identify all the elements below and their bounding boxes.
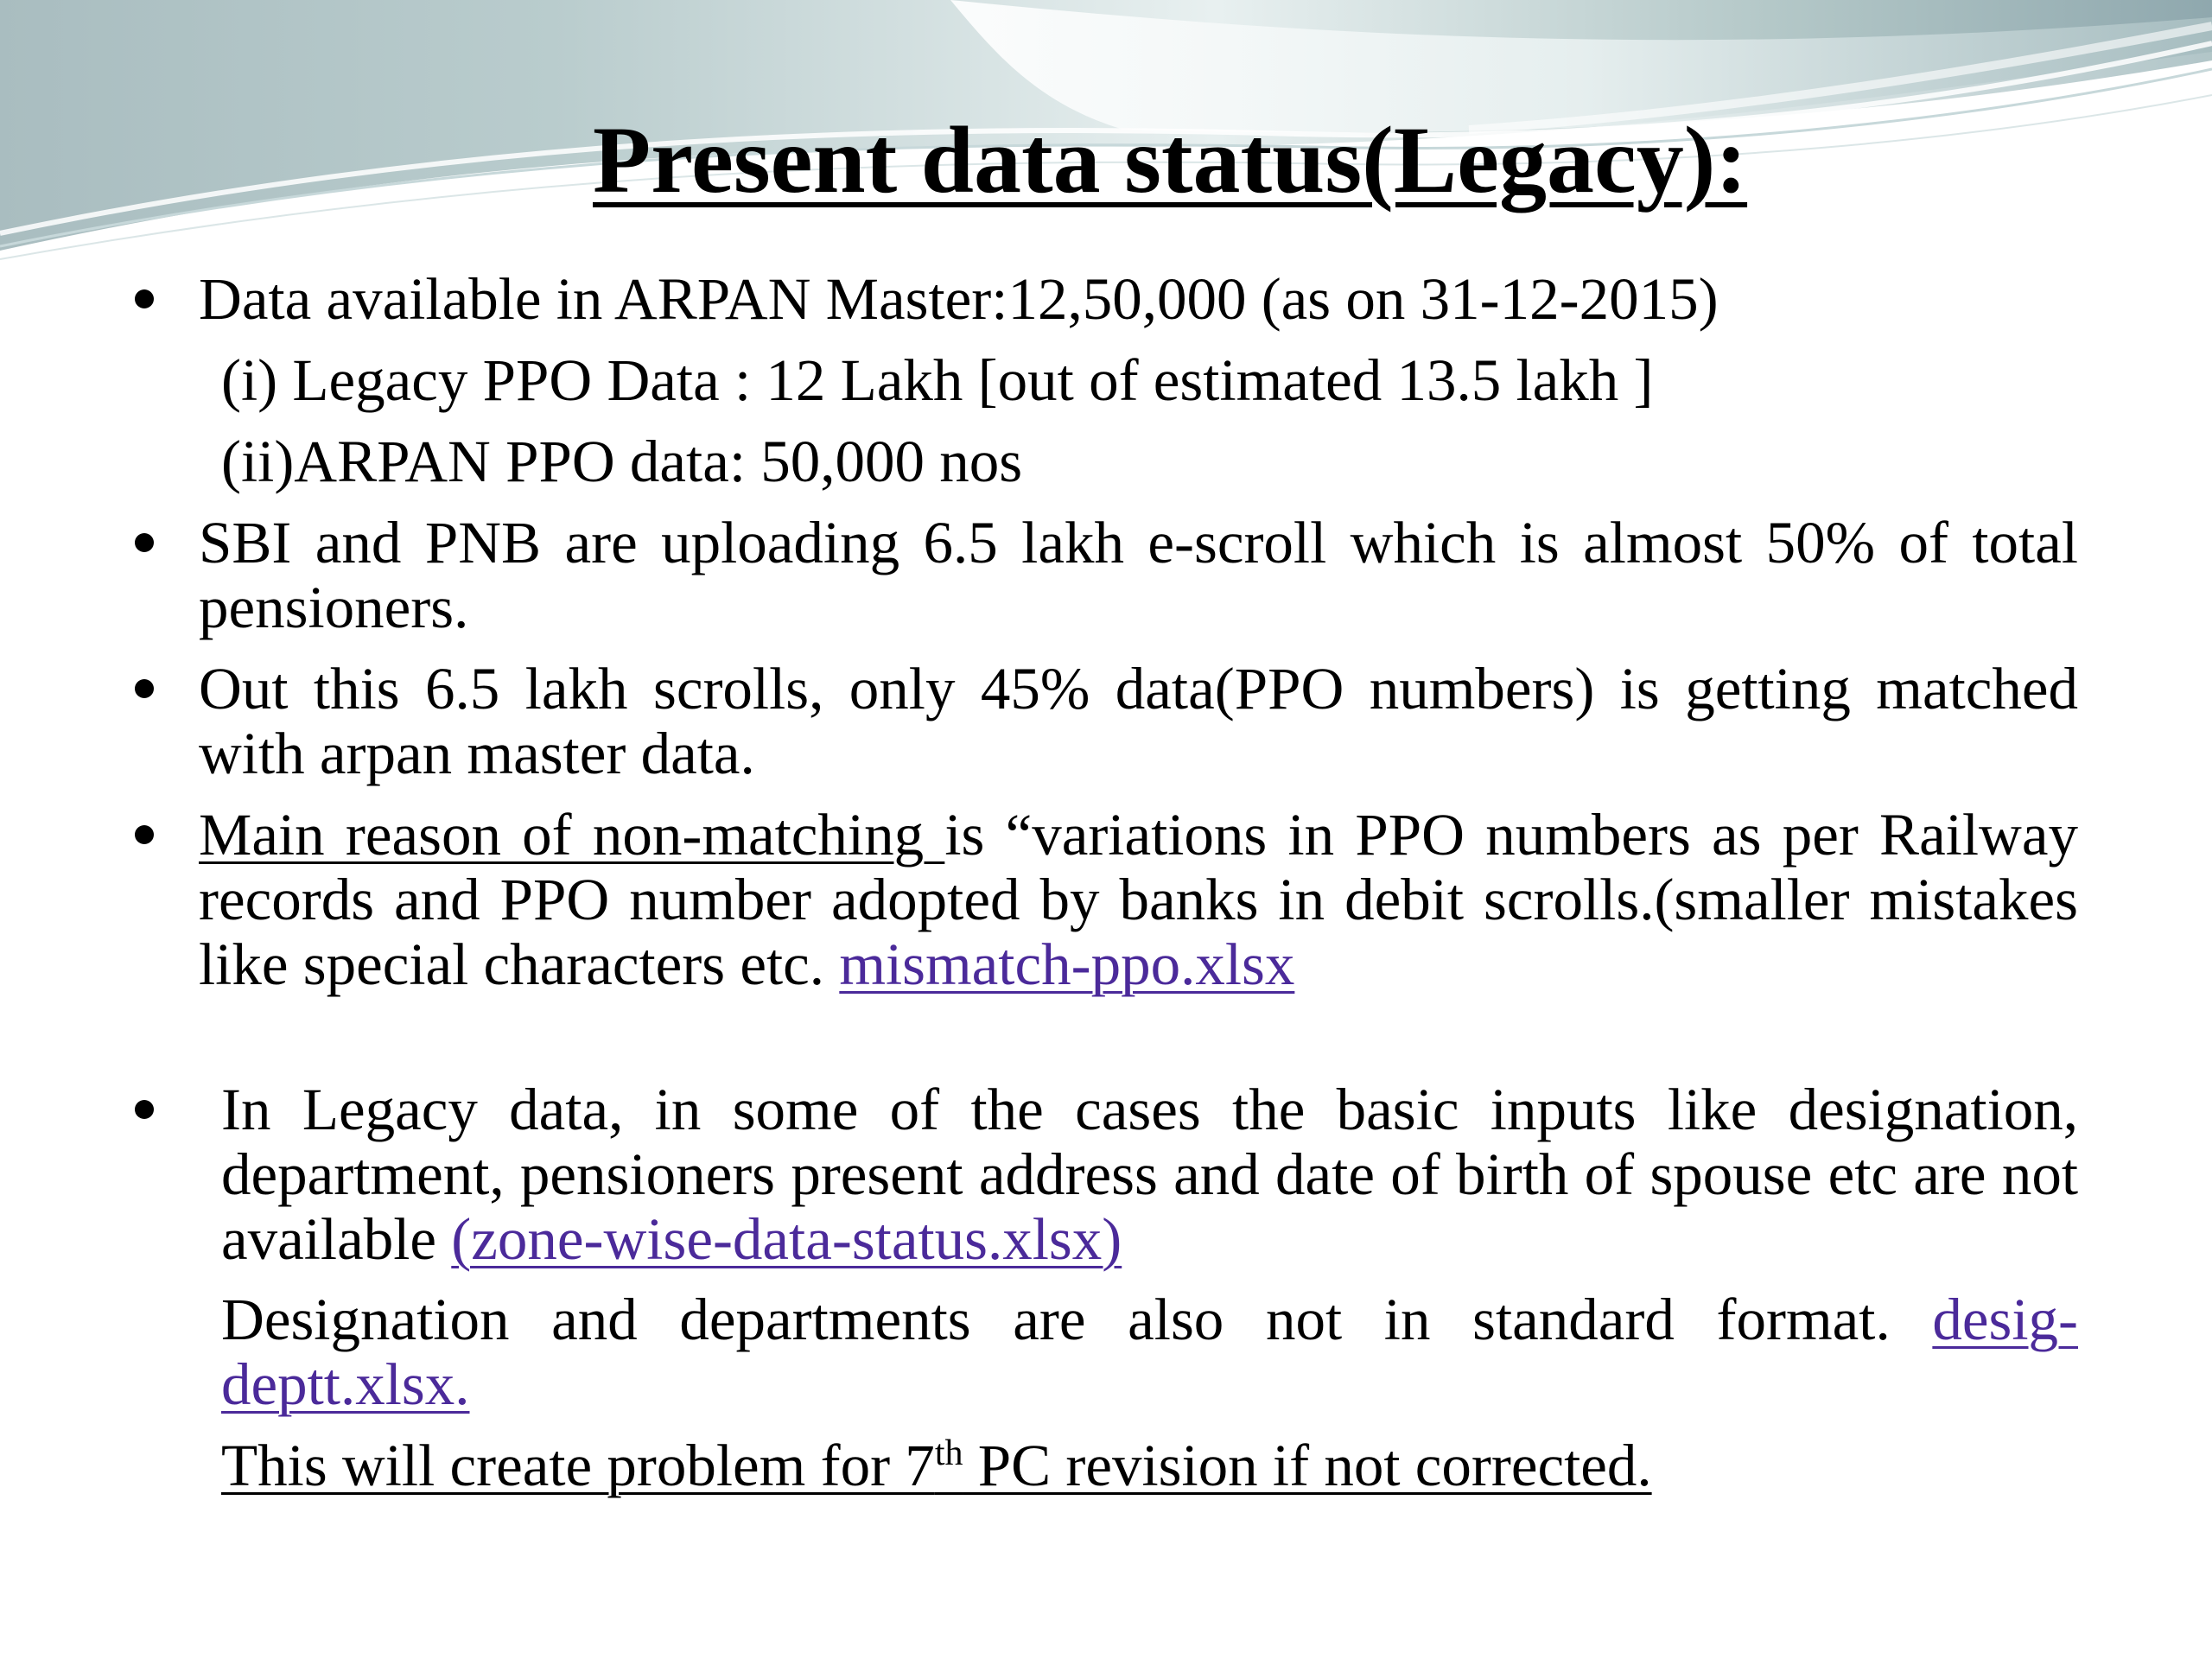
sub-item-legacy-ppo: (i) Legacy PPO Data : 12 Lakh [out of estimated 13.5 lakh ]	[221, 347, 1654, 413]
bullet-matching-rate: Out this 6.5 lakh scrolls, only 45% data(PPO numbers) is getting matched with arpan master data.	[199, 656, 2078, 786]
mismatch-ppo-link[interactable]: mismatch-ppo.xlsx	[839, 931, 1295, 997]
designation-text: Designation and departments are also not in standard format.	[221, 1287, 1933, 1352]
mismatch-text: is “variations in PPO numbers as per Railway records and PPO number adopted by banks in debit scrolls.(smaller mistakes like special characters etc.	[199, 802, 2078, 997]
desig-deptt-link[interactable]: desig-deptt.xlsx.	[221, 1287, 2078, 1417]
bullet-legacy-inputs	[221, 1077, 2078, 1272]
warning-text-after: PC revision if not corrected.	[963, 1433, 1652, 1498]
bullet-escroll-upload: SBI and PNB are uploading 6.5 lakh e-scroll which is almost 50% of total pensioners.	[199, 510, 2078, 640]
bullet-marker	[135, 289, 154, 308]
bullet-marker	[135, 679, 154, 698]
bullet-marker	[135, 533, 154, 552]
legacy-inputs-text: In Legacy data, in some of the cases the basic inputs like designation, department, pensioners present address and date of birth of spouse etc are not available	[221, 1077, 2078, 1272]
revision-warning	[221, 1433, 1652, 1498]
underlined-phrase: Main reason of non-matching	[199, 802, 945, 868]
warning-text-before: This will create problem for 7	[221, 1433, 935, 1498]
bullet-marker	[135, 1100, 154, 1119]
ordinal-suffix: th	[934, 1433, 963, 1473]
designation-format-note	[221, 1287, 2078, 1417]
bullet-arpan-master-data: Data available in ARPAN Master:12,50,000 (as on 31-12-2015)	[199, 266, 1719, 332]
slide-title: Present data status(Legacy):	[593, 107, 1748, 213]
bullet-marker	[135, 825, 154, 844]
sub-item-arpan-ppo: (ii)ARPAN PPO data: 50,000 nos	[221, 429, 1023, 494]
zone-wise-data-status-link[interactable]: (zone-wise-data-status.xlsx)	[451, 1206, 1122, 1272]
bullet-mismatch-reason	[199, 803, 2078, 997]
